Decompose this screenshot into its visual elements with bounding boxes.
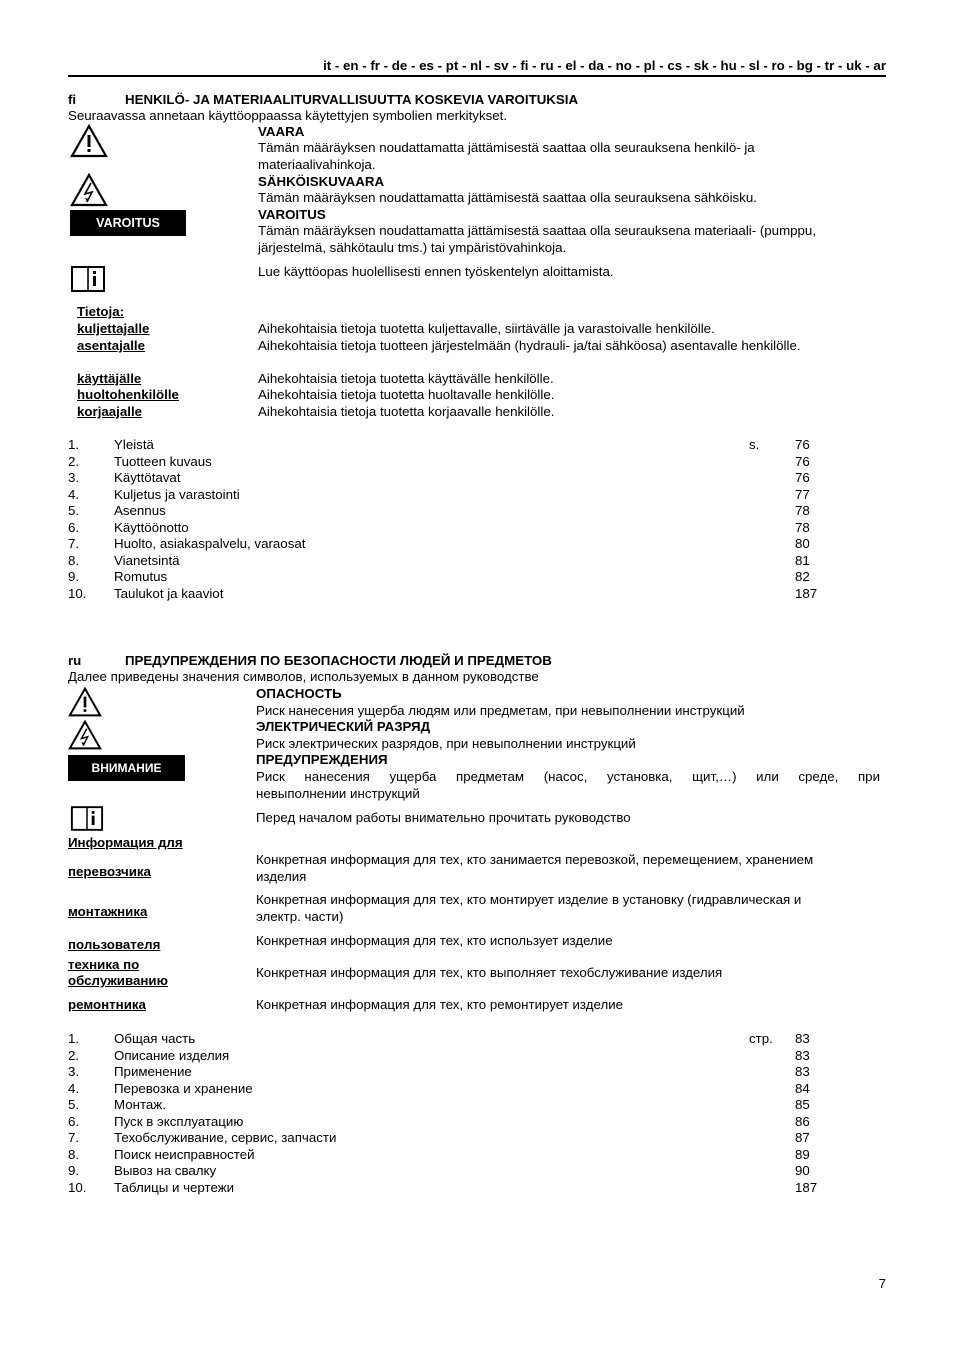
- toc-title: Применение: [114, 1064, 192, 1079]
- toc-title: Käyttötavat: [114, 470, 181, 485]
- fi-warning-text: Tämän määräyksen noudattamatta jättämisestä saattaa olla seurauksena materiaali- (pumppu,: [258, 223, 817, 238]
- ru-info-text: Конкретная информация для тех, кто занимается перевозкой, перемещением, хранением: [256, 852, 814, 867]
- electric-shock-icon: [68, 719, 102, 751]
- toc-title: Таблицы и чертежи: [114, 1179, 235, 1195]
- danger-warning-icon: [70, 124, 108, 158]
- ru-info-heading: Информация для: [68, 835, 183, 850]
- ru-info-text-cont: электр. части): [256, 909, 344, 924]
- toc-number: 4.: [68, 1080, 80, 1096]
- ru-lang-code: ru: [68, 653, 82, 668]
- ru-warning-title: ПРЕДУПРЕЖДЕНИЯ: [256, 752, 388, 767]
- toc-page: 187: [795, 585, 818, 601]
- toc-number: 10.: [68, 1179, 87, 1195]
- toc-number: 2.: [68, 1047, 80, 1063]
- ru-info-label: перевозчика: [68, 864, 151, 879]
- header-rule: [68, 75, 886, 77]
- toc-page: 90: [795, 1163, 810, 1178]
- toc-number: 7.: [68, 1130, 80, 1145]
- toc-number: 10.: [68, 585, 87, 601]
- fi-lang-code: fi: [68, 92, 77, 107]
- ru-electric-title: ЭЛЕКТРИЧЕСКИЙ РАЗРЯД: [256, 719, 431, 734]
- ru-info-text-cont: изделия: [256, 869, 307, 884]
- toc-number: 9.: [68, 1163, 80, 1178]
- toc-page: 81: [795, 552, 810, 568]
- toc-number: 8.: [68, 1146, 80, 1162]
- toc-title: Поиск неисправностей: [114, 1146, 255, 1162]
- toc-title: Вывоз на свалку: [114, 1163, 217, 1178]
- fi-warning-title: VAROITUS: [258, 207, 326, 222]
- ru-info-label: пользователя: [68, 937, 161, 952]
- toc-page: 85: [795, 1097, 810, 1112]
- ru-page-prefix: стр.: [749, 1031, 773, 1046]
- ru-danger-title: ОПАСНОСТЬ: [256, 686, 342, 701]
- read-manual-icon: [70, 265, 106, 293]
- toc-page: 83: [795, 1031, 810, 1046]
- fi-info-label: korjaajalle: [77, 404, 143, 419]
- fi-info-text: Aihekohtaisia tietoja tuotteen järjestelmään (hydrauli- ja/tai sähköosa) asentavalle henkilölle.: [258, 338, 801, 353]
- fi-electric-title: SÄHKÖISKUVAARA: [258, 174, 385, 189]
- toc-number: 6.: [68, 519, 80, 535]
- danger-warning-icon: [68, 686, 102, 718]
- toc-page: 78: [795, 519, 810, 535]
- fi-page-prefix: s.: [749, 437, 760, 452]
- fi-info-label: huoltohenkilölle: [77, 387, 179, 402]
- language-list: it - en - fr - de - es - pt - nl - sv - fi - ru - el - da - no - pl - cs - sk - hu - sl - ro - bg - tr - uk - ar: [323, 58, 886, 73]
- toc-number: 4.: [68, 486, 80, 502]
- ru-danger-text: Риск нанесения ущерба людям или предметам, при невыполнении инструкций: [256, 703, 745, 718]
- toc-page: 80: [795, 536, 810, 551]
- fi-info-text: Aihekohtaisia tietoja tuotetta kuljettavalle, siirtävälle ja varastoivalle henkilölle.: [258, 321, 715, 336]
- ru-info-label: ремонтника: [68, 997, 146, 1012]
- toc-title: Kuljetus ja varastointi: [114, 486, 240, 502]
- ru-info-label: техника по: [68, 957, 140, 972]
- ru-warning-text-cont: невыполнении инструкций: [256, 786, 420, 801]
- toc-page: 89: [795, 1146, 810, 1162]
- toc-page: 86: [795, 1113, 810, 1129]
- toc-number: 6.: [68, 1113, 80, 1129]
- ru-info-text: Конкретная информация для тех, кто использует изделие: [256, 933, 613, 948]
- ru-manual-text: Перед началом работы внимательно прочитать руководство: [256, 810, 631, 825]
- toc-page: 77: [795, 486, 810, 502]
- fi-info-label: asentajalle: [77, 338, 146, 353]
- toc-title: Käyttöönotto: [114, 519, 189, 535]
- ru-warning-badge: ВНИМАНИЕ: [68, 755, 185, 781]
- toc-title: Yleistä: [114, 437, 154, 452]
- toc-title: Romutus: [114, 569, 168, 584]
- ru-info-text: Конкретная информация для тех, кто ремонтирует изделие: [256, 997, 624, 1012]
- toc-number: 7.: [68, 536, 80, 551]
- toc-number: 1.: [68, 1031, 80, 1046]
- toc-number: 5.: [68, 503, 80, 518]
- toc-title: Описание изделия: [114, 1047, 230, 1063]
- toc-title: Vianetsintä: [114, 552, 180, 568]
- ru-electric-text: Риск электрических разрядов, при невыполнении инструкций: [256, 736, 636, 751]
- fi-danger-title: VAARA: [258, 124, 305, 139]
- toc-number: 8.: [68, 552, 80, 568]
- fi-electric-text: Tämän määräyksen noudattamatta jättämisestä saattaa olla seurauksena sähköisku.: [258, 190, 757, 205]
- read-manual-icon: [70, 805, 104, 832]
- toc-title: Пуск в эксплуатацию: [114, 1113, 244, 1129]
- toc-page: 83: [795, 1047, 810, 1063]
- fi-info-label: käyttäjälle: [77, 371, 142, 386]
- page-number: 7: [878, 1276, 886, 1291]
- ru-section-title: ПРЕДУПРЕЖДЕНИЯ ПО БЕЗОПАСНОСТИ ЛЮДЕЙ И ПРЕДМЕТОВ: [125, 653, 552, 668]
- fi-info-text: Aihekohtaisia tietoja tuotetta huoltavalle henkilölle.: [258, 387, 555, 402]
- toc-page: 84: [795, 1080, 810, 1096]
- toc-title: Huolto, asiakaspalvelu, varaosat: [114, 536, 306, 551]
- fi-danger-text-cont: materiaalivahinkoja.: [258, 157, 376, 172]
- toc-page: 76: [795, 470, 810, 485]
- toc-title: Общая часть: [114, 1031, 196, 1046]
- fi-info-label: kuljettajalle: [77, 321, 150, 336]
- toc-number: 3.: [68, 470, 80, 485]
- fi-danger-text: Tämän määräyksen noudattamatta jättämisestä saattaa olla seurauksena henkilö- ja: [258, 140, 755, 155]
- toc-number: 5.: [68, 1097, 80, 1112]
- toc-title: Техобслуживание, сервис, запчасти: [114, 1130, 337, 1145]
- ru-info-text: Конкретная информация для тех, кто монтирует изделие в установку (гидравлическая и: [256, 892, 802, 907]
- toc-page: 187: [795, 1179, 818, 1195]
- toc-title: Перевозка и хранение: [114, 1080, 253, 1096]
- fi-warning-text-cont: järjestelmä, sähkötaulu tms.) tai ympäristövahinkoja.: [258, 240, 567, 255]
- toc-number: 3.: [68, 1064, 80, 1079]
- ru-intro: Далее приведены значения символов, используемых в данном руководстве: [68, 669, 539, 684]
- ru-info-text: Конкретная информация для тех, кто выполняет техобслуживание изделия: [256, 965, 723, 980]
- toc-title: Taulukot ja kaaviot: [114, 585, 224, 601]
- ru-info-label-cont: обслуживанию: [68, 973, 168, 988]
- toc-number: 9.: [68, 569, 80, 584]
- toc-page: 76: [795, 453, 810, 469]
- electric-shock-icon: [70, 173, 108, 207]
- fi-warning-badge: VAROITUS: [70, 210, 186, 236]
- fi-intro: Seuraavassa annetaan käyttöoppaassa käytettyjen symbolien merkitykset.: [68, 108, 508, 123]
- toc-title: Asennus: [114, 503, 166, 518]
- toc-page: 82: [795, 569, 810, 584]
- toc-page: 76: [795, 437, 810, 452]
- toc-page: 78: [795, 503, 810, 518]
- ru-info-label: монтажника: [68, 904, 148, 919]
- ru-warning-text: Риск нанесения ущерба предметам (насос, установка, щит,…) или среде, при: [256, 769, 880, 784]
- toc-number: 2.: [68, 453, 80, 469]
- fi-manual-text: Lue käyttöopas huolellisesti ennen työskentelyn aloittamista.: [258, 264, 614, 279]
- toc-page: 83: [795, 1064, 810, 1079]
- fi-section-title: HENKILÖ- JA MATERIAALITURVALLISUUTTA KOSKEVIA VAROITUKSIA: [125, 92, 579, 107]
- fi-info-heading: Tietoja:: [77, 304, 125, 319]
- toc-title: Монтаж.: [114, 1097, 166, 1112]
- toc-title: Tuotteen kuvaus: [114, 453, 212, 469]
- toc-page: 87: [795, 1130, 810, 1145]
- fi-info-text: Aihekohtaisia tietoja tuotetta korjaavalle henkilölle.: [258, 404, 555, 419]
- fi-info-text: Aihekohtaisia tietoja tuotetta käyttävälle henkilölle.: [258, 371, 554, 386]
- toc-number: 1.: [68, 437, 80, 452]
